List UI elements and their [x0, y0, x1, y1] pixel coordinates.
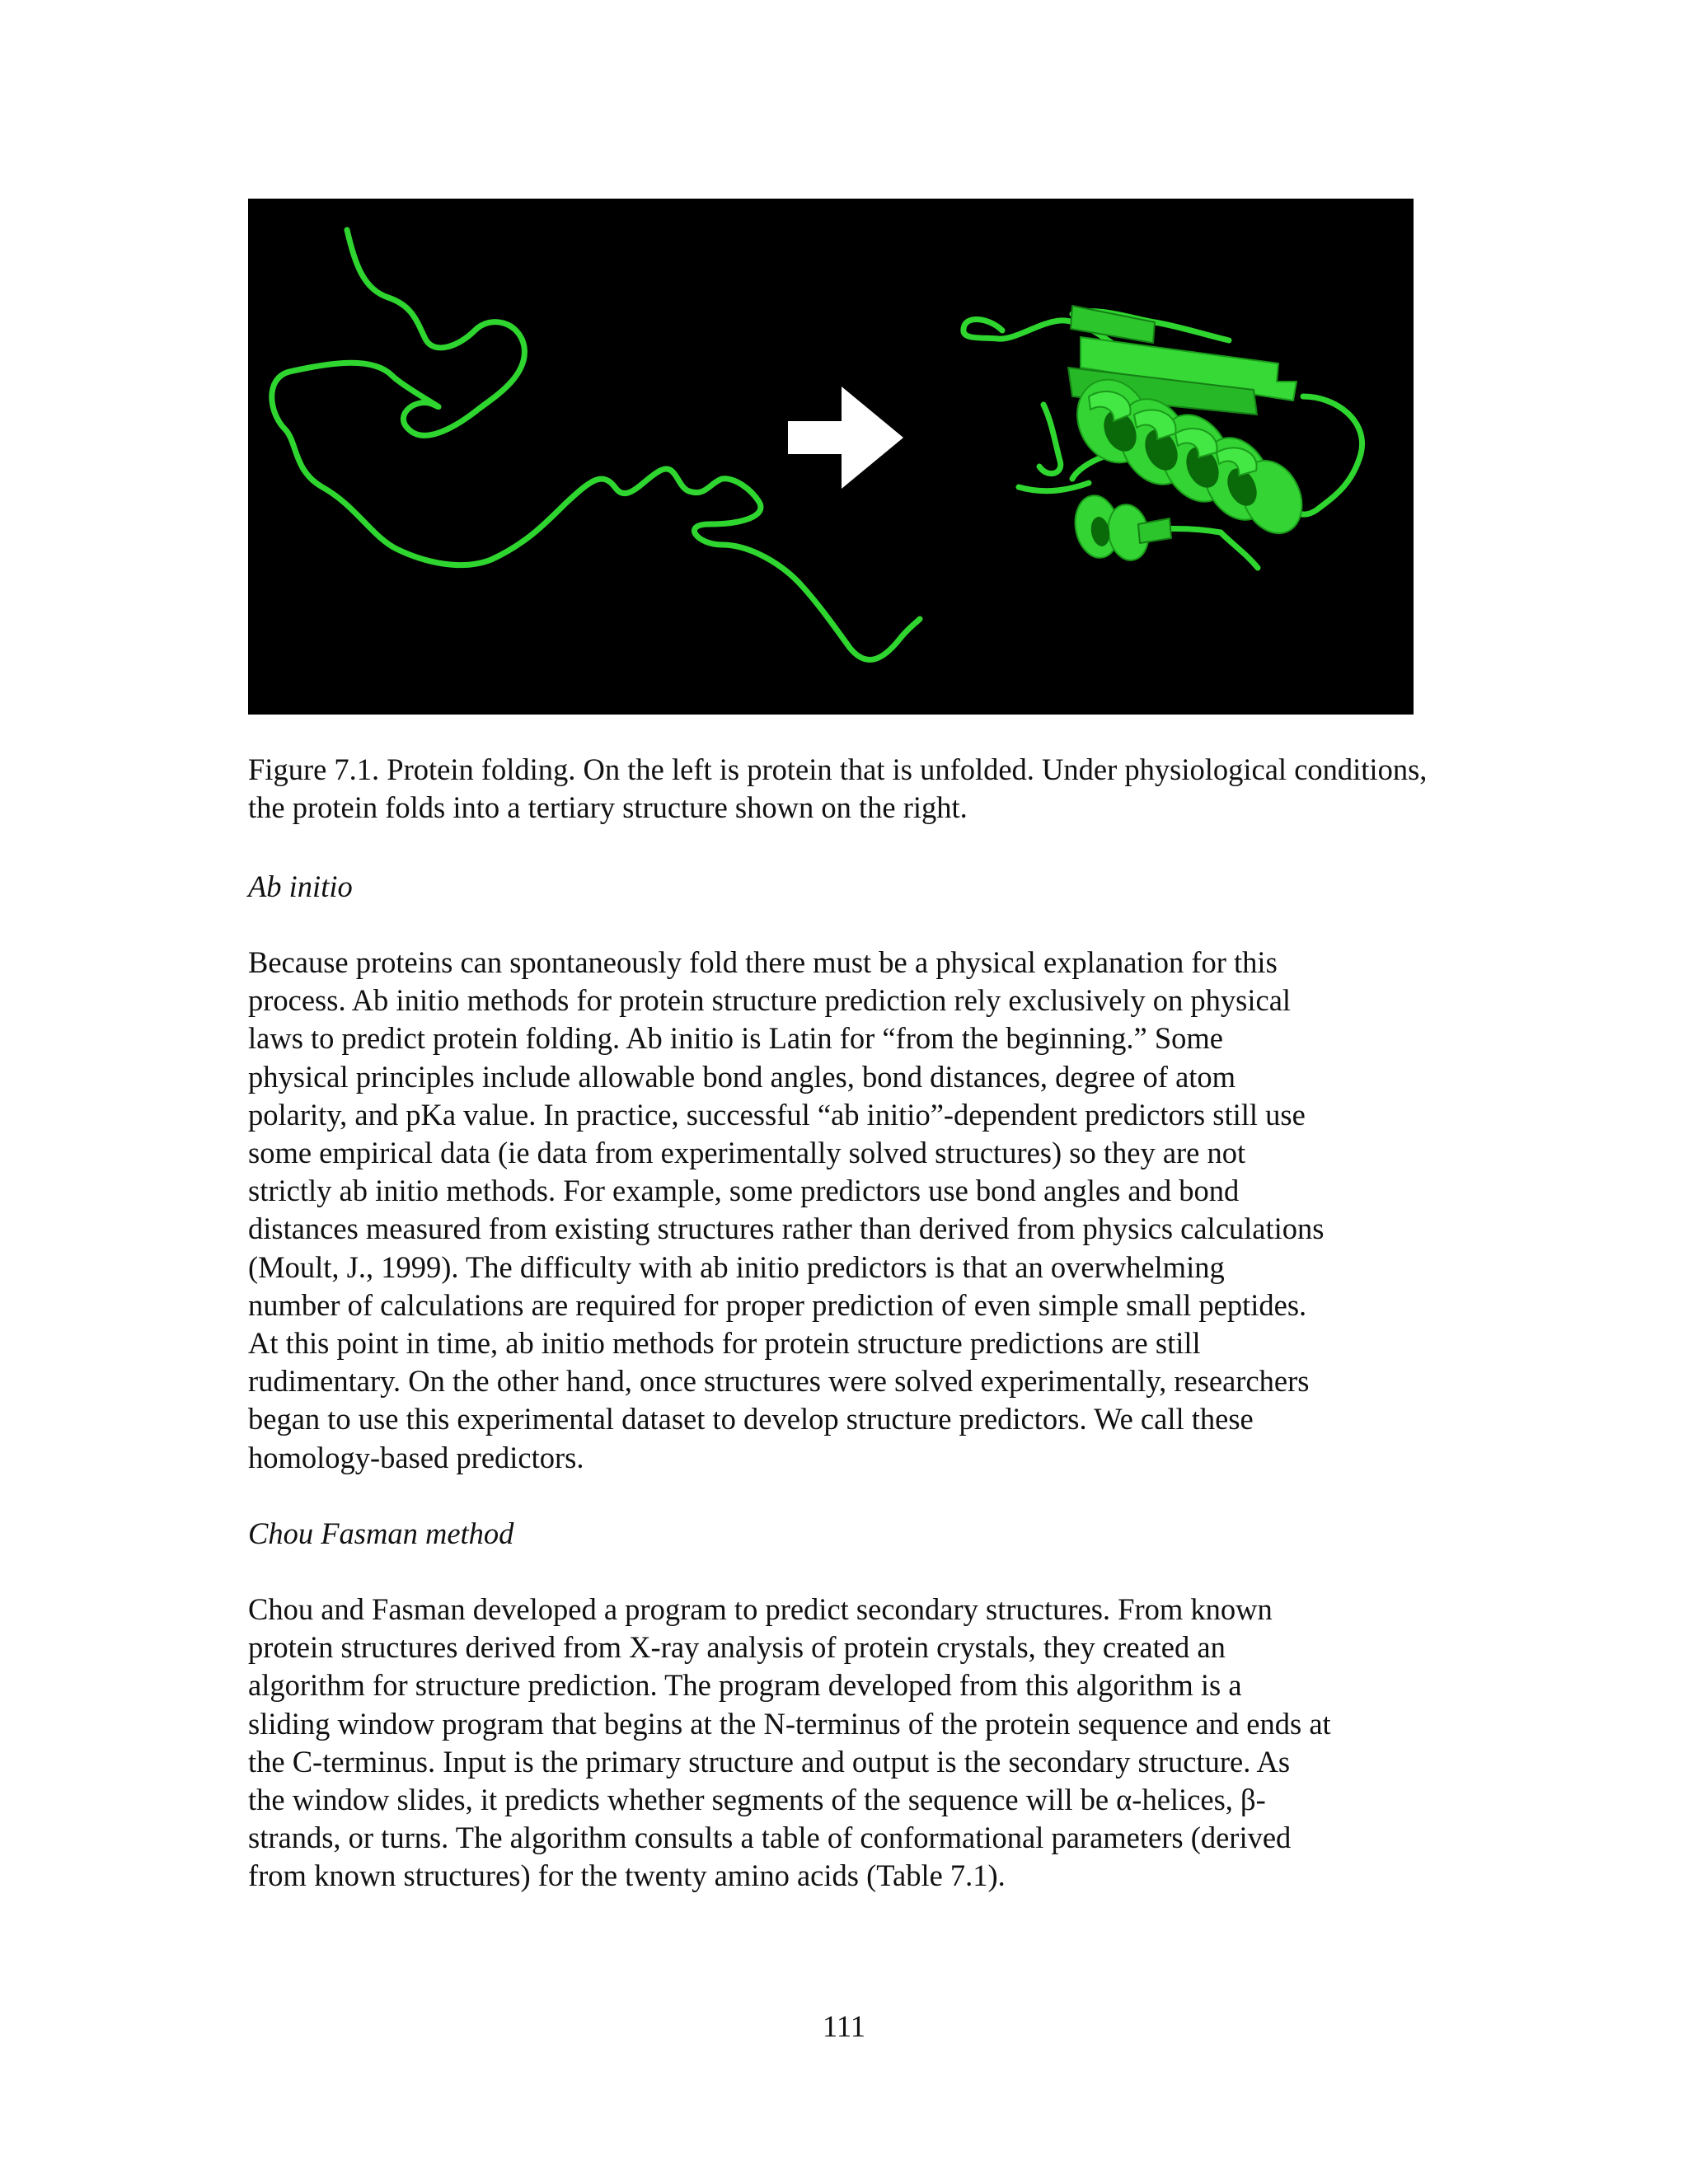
paragraph-line: some empirical data (ie data from experimentally solved structures) so they are not [248, 1136, 1246, 1170]
paragraph-line: rudimentary. On the other hand, once structures were solved experimentally, researchers [248, 1364, 1310, 1399]
paragraph-line: strands, or turns. The algorithm consults a table of conformational parameters (derived [248, 1821, 1292, 1855]
protein-folding-figure [248, 199, 1414, 715]
protein-folding-illustration [248, 199, 1414, 715]
paragraph-line: began to use this experimental dataset to develop structure predictors. We call these [248, 1402, 1254, 1436]
paragraph-line: the C-terminus. Input is the primary structure and output is the secondary structure. As [248, 1744, 1291, 1779]
paragraph-line: (Moult, J., 1999). The difficulty with ab initio predictors is that an overwhelming [248, 1249, 1225, 1284]
section-heading-ab-initio: Ab initio [248, 869, 353, 903]
paragraph-line: Chou and Fasman developed a program to predict secondary structures. From known [248, 1592, 1273, 1626]
paragraph-line: algorithm for structure prediction. The program developed from this algorithm is a [248, 1668, 1242, 1703]
paragraph-line: number of calculations are required for proper prediction of even simple small peptides. [248, 1287, 1307, 1322]
right-arrow-icon [788, 387, 903, 489]
paragraph-chou-fasman [248, 1591, 1451, 1896]
paragraph-line: laws to predict protein folding. Ab initio is Latin for “from the beginning.” Some [248, 1021, 1223, 1056]
paragraph-line: homology-based predictors. [248, 1440, 584, 1474]
section-heading-chou-fasman: Chou Fasman method [248, 1516, 514, 1550]
paragraph-line: strictly ab initio methods. For example, some predictors use bond angles and bond [248, 1174, 1240, 1208]
folded-protein [964, 306, 1362, 568]
paragraph-line: physical principles include allowable bond angles, bond distances, degree of atom [248, 1059, 1236, 1094]
paragraph-line: At this point in time, ab initio methods for protein structure predictions are still [248, 1326, 1201, 1361]
paragraph-line: from known structures) for the twenty amino acids (Table 7.1). [248, 1858, 1006, 1893]
paragraph-line: protein structures derived from X-ray analysis of protein crystals, they created an [248, 1630, 1226, 1665]
figure-caption: Figure 7.1. Protein folding. On the left is protein that is unfolded. Under physiological conditions, the protein folds into a tertiary structure shown on the right. [248, 752, 1428, 824]
paragraph-line: process. Ab initio methods for protein structure prediction rely exclusively on physical [248, 983, 1292, 1018]
paragraph-ab-initio [248, 944, 1451, 1477]
page-number: 111 [822, 2009, 866, 2043]
paragraph-line: the window slides, it predicts whether segments of the sequence will be α-helices, β- [248, 1783, 1266, 1817]
paragraph-line: Because proteins can spontaneously fold there must be a physical explanation for this [248, 945, 1278, 979]
paragraph-line: sliding window program that begins at the N-terminus of the protein sequence and ends at [248, 1706, 1331, 1741]
paragraph-line: distances measured from existing structures rather than derived from physics calculations [248, 1212, 1325, 1246]
paragraph-line: polarity, and pKa value. In practice, successful “ab initio”-dependent predictors still use [248, 1097, 1306, 1132]
